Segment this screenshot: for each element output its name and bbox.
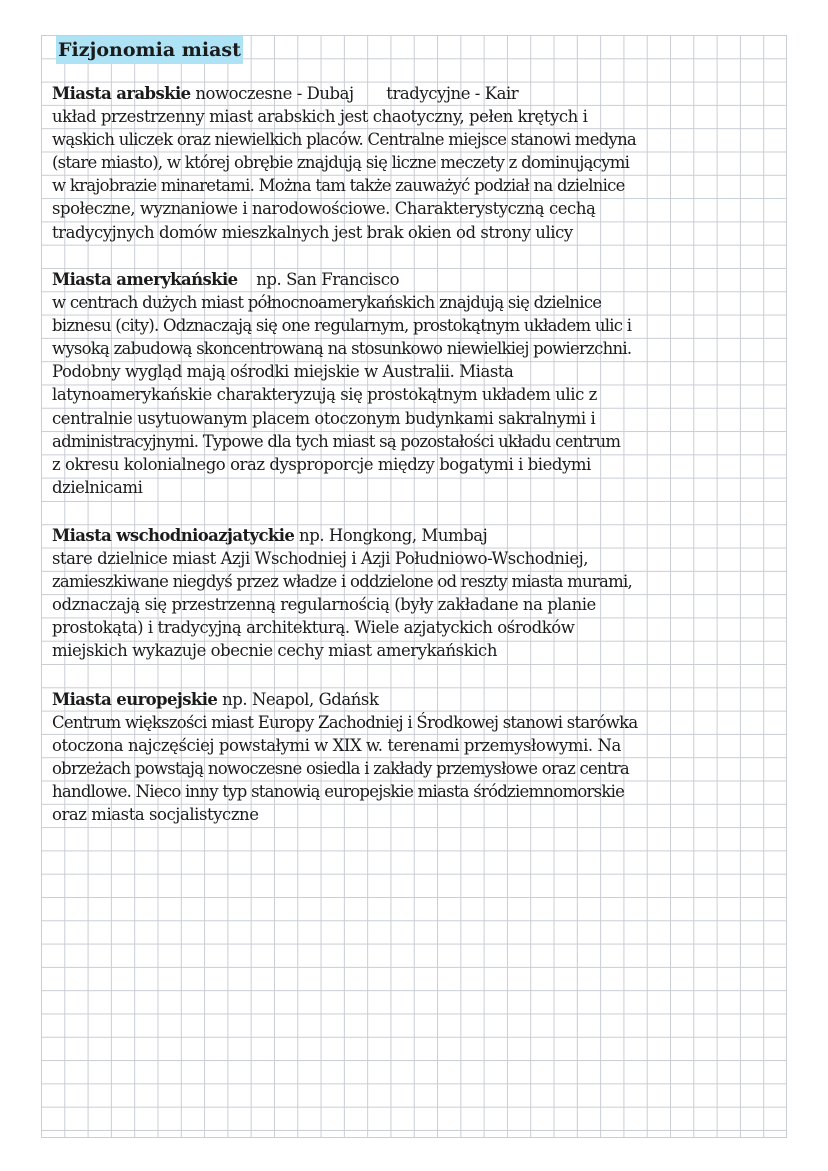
paragraph-line: wąskich uliczek oraz niewielkich placów. Centralne miejsce stanowi medyna [52,130,637,150]
paragraph-line: odznaczają się przestrzenną regularnością (były zakładane na planie [52,595,596,615]
section-heading: Miasta amerykańskie [52,269,238,289]
paragraph-line: obrzeżach powstają nowoczesne osiedla i zakłady przemysłowe oraz centra [52,759,630,779]
page-title: Fizjonomia miast [56,36,243,64]
paragraph-line: dzielnicami [52,477,143,497]
paragraph-line: Podobny wygląd mają ośrodki miejskie w Australii. Miasta [52,362,514,382]
section-heading: Miasta europejskie [52,689,218,709]
section-european-cities [52,688,792,827]
section-header [52,268,787,291]
paragraph-line: handlowe. Nieco inny typ stanowią europejskie miasta śródziemnomorskie [52,782,625,802]
example-traditional: tradycyjne - Kair [386,84,519,103]
paragraph-line: tradycyjnych domów mieszkalnych jest brak okien od strony ulicy [52,222,573,242]
example-city: np. San Francisco [256,270,400,289]
paragraph-line: centralnie usytuowanym placem otoczonym budynkami sakralnymi i [52,408,596,428]
paragraph-line: w krajobrazie minaretami. Można tam także zauważyć podział na dzielnice [52,176,625,196]
section-heading: Miasta arabskie [52,83,191,103]
paragraph-line: zamieszkiwane niegdyś przez władze i oddzielone od reszty miasta murami, [52,572,633,592]
paragraph-line: (stare miasto), w której obrębie znajdują się liczne meczety z dominującymi [52,153,630,173]
section-header [52,688,787,711]
section-header [52,82,787,105]
example-modern: nowoczesne - Dubaj [195,84,354,103]
paragraph-line: społeczne, wyznaniowe i narodowościowe. Charakterystyczną cechą [52,199,596,219]
section-american-cities [52,268,792,499]
paragraph-line: prostokąta) i tradycyjną architekturą. Wiele azjatyckich ośrodków [52,618,575,638]
example-city: np. Neapol, Gdańsk [222,690,379,709]
paragraph-line: stare dzielnice miast Azji Wschodniej i Azji Południowo-Wschodniej, [52,549,589,569]
paragraph-line: Centrum większości miast Europy Zachodniej i Środkowej stanowi starówka [52,713,638,733]
paragraph-line: miejskich wykazuje obecnie cechy miast amerykańskich [52,641,498,661]
paragraph-line: wysoką zabudową skoncentrowaną na stosunkowo niewielkiej powierzchni. [52,339,632,359]
paragraph-line: biznesu (city). Odznaczają się one regularnym, prostokątnym układem ulic i [52,316,632,336]
section-arab-cities [52,82,792,244]
section-heading: Miasta wschodnioazjatyckie [52,525,295,545]
paragraph-line: oraz miasta socjalistyczne [52,805,259,825]
paragraph-line: z okresu kolonialnego oraz dysproporcje między bogatymi i biedymi [52,454,591,474]
paragraph-line: w centrach dużych miast północnoamerykańskich znajdują się dzielnice [52,293,602,313]
section-header [52,524,787,547]
paragraph-line: administracyjnymi. Typowe dla tych miast są pozostałości układu centrum [52,431,621,451]
paragraph-line: układ przestrzenny miast arabskich jest chaotyczny, pełen krętych i [52,107,588,127]
section-east-asian-cities [52,524,792,663]
example-city: np. Hongkong, Mumbaj [299,526,488,545]
paragraph-line: otoczona najczęściej powstałymi w XIX w. terenami przemysłowymi. Na [52,736,621,756]
paragraph-line: latynoamerykańskie charakteryzują się prostokątnym układem ulic z [52,385,597,405]
